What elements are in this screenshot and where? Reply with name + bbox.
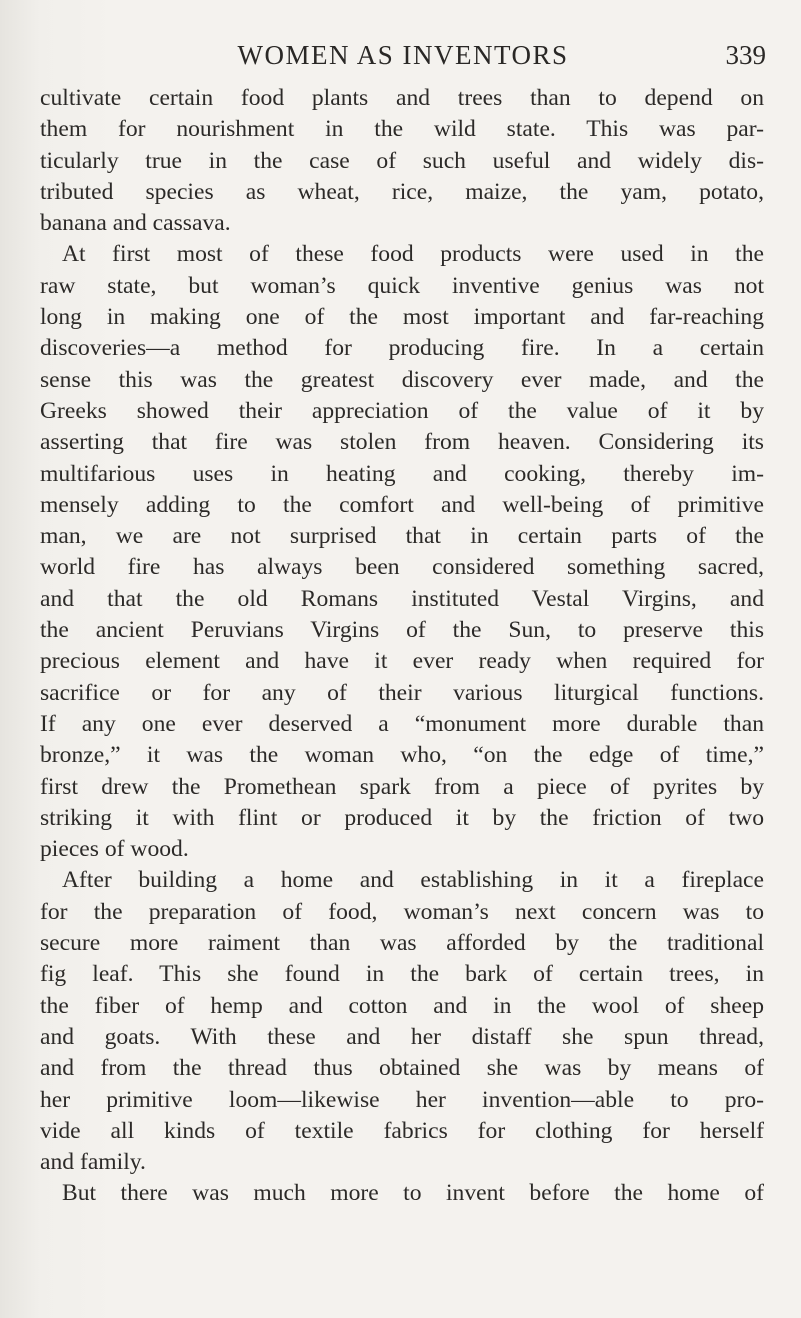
text-line: man, we are not surprised that in certain parts of the xyxy=(40,523,764,550)
text-line: and from the thread thus obtained she was by means of xyxy=(40,1055,764,1082)
text-line: long in making one of the most important and far-reaching xyxy=(40,304,764,331)
text-line: her primitive loom—likewise her invention—able to pro- xyxy=(40,1086,764,1113)
text-line: the fiber of hemp and cotton and in the wool of sheep xyxy=(40,992,764,1019)
text-line: Greeks showed their appreciation of the value of it by xyxy=(40,397,764,424)
text-line: ticularly true in the case of such useful and widely dis- xyxy=(40,147,764,174)
text-line: sense this was the greatest discovery ever made, and the xyxy=(40,366,764,393)
running-title: WOMEN AS INVENTORS xyxy=(237,40,569,70)
text-line: secure more raiment than was afforded by the traditional xyxy=(40,930,764,957)
page-number: 339 xyxy=(725,40,766,70)
text-line: asserting that fire was stolen from heaven. Considering its xyxy=(40,429,764,456)
text-line: precious element and have it ever ready when required for xyxy=(40,648,764,675)
text-line: discoveries—a method for producing fire. In a certain xyxy=(40,335,764,362)
text-line: At first most of these food products were used in the xyxy=(62,241,764,268)
text-line: But there was much more to invent before the home of xyxy=(62,1180,764,1207)
text-line: raw state, but woman’s quick inventive genius was not xyxy=(40,272,764,299)
text-line: pieces of wood. xyxy=(40,836,189,863)
text-line: If any one ever deserved a “monument more durable than xyxy=(40,710,764,737)
text-line: them for nourishment in the wild state. This was par- xyxy=(40,116,764,143)
running-head xyxy=(40,40,766,80)
text-line: and goats. With these and her distaff she spun thread, xyxy=(40,1023,764,1050)
text-line: banana and cassava. xyxy=(40,210,231,237)
text-line: and family. xyxy=(40,1149,146,1176)
text-line: for the preparation of food, woman’s next concern was to xyxy=(40,898,764,925)
text-line: vide all kinds of textile fabrics for clothing for herself xyxy=(40,1117,764,1144)
text-line: world fire has always been considered something sacred, xyxy=(40,554,764,581)
text-line: bronze,” it was the woman who, “on the edge of time,” xyxy=(40,742,764,769)
text-line: tributed species as wheat, rice, maize, the yam, potato, xyxy=(40,178,764,205)
text-line: multifarious uses in heating and cooking, thereby im- xyxy=(40,460,764,487)
text-line: the ancient Peruvians Virgins of the Sun, to preserve this xyxy=(40,617,764,644)
text-line: After building a home and establishing in it a fireplace xyxy=(62,867,764,894)
text-line: cultivate certain food plants and trees than to depend on xyxy=(40,85,764,111)
text-line: fig leaf. This she found in the bark of certain trees, in xyxy=(40,961,764,988)
text-line: sacrifice or for any of their various liturgical functions. xyxy=(40,679,764,706)
body-text xyxy=(40,83,764,1210)
text-line: striking it with flint or produced it by the friction of two xyxy=(40,804,764,831)
text-line: first drew the Promethean spark from a piece of pyrites by xyxy=(40,773,764,800)
text-line: and that the old Romans instituted Vestal Virgins, and xyxy=(40,585,764,612)
text-line: mensely adding to the comfort and well-being of primitive xyxy=(40,491,764,518)
